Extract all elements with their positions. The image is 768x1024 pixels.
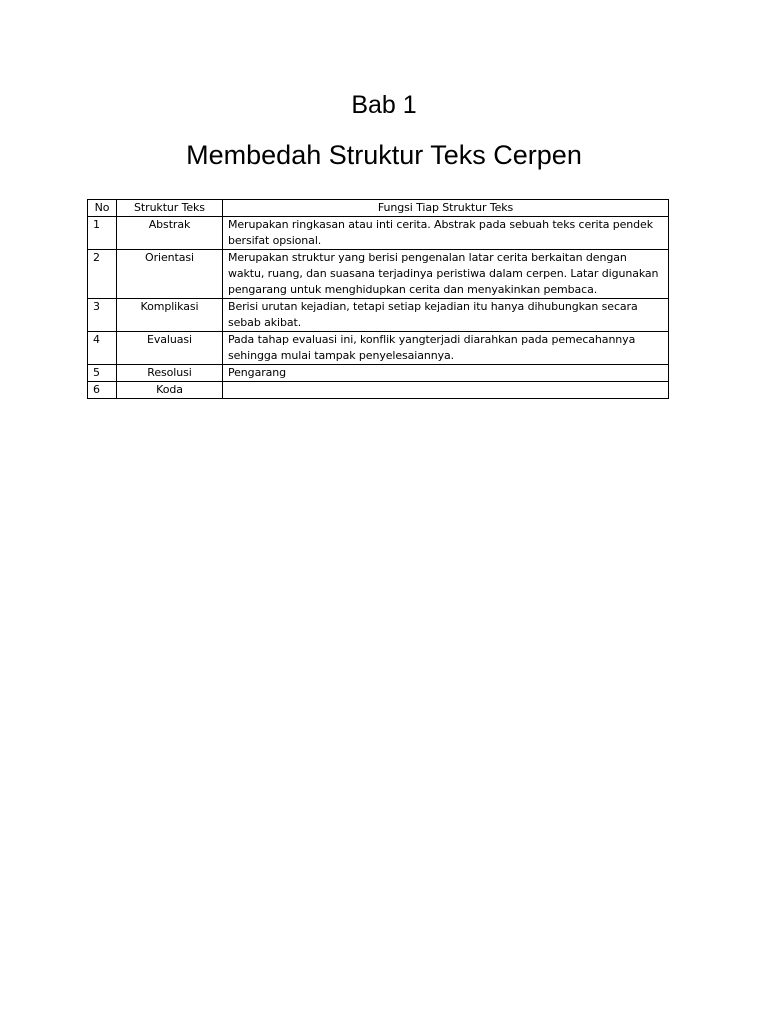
row-structure: Resolusi: [117, 365, 223, 382]
row-structure: Koda: [117, 382, 223, 399]
table-row: [88, 299, 669, 332]
structure-table: [87, 199, 669, 399]
row-function: [223, 382, 669, 399]
header-structure: Struktur Teks: [117, 200, 223, 217]
table-row: [88, 250, 669, 299]
row-function: Pada tahap evaluasi ini, konflik yangterjadi diarahkan pada pemecahannya sehingga mulai tampak penyelesaiannya.: [223, 332, 669, 365]
row-structure: Evaluasi: [117, 332, 223, 365]
table-row: [88, 217, 669, 250]
table-row: [88, 365, 669, 382]
document-title: Membedah Struktur Teks Cerpen: [186, 140, 582, 170]
row-structure: Komplikasi: [117, 299, 223, 332]
table-header-row: [88, 200, 669, 217]
row-function: Merupakan ringkasan atau inti cerita. Abstrak pada sebuah teks cerita pendek bersifat opsional.: [223, 217, 669, 250]
row-function: Merupakan struktur yang berisi pengenalan latar cerita berkaitan dengan waktu, ruang, dan suasana terjadinya peristiwa dalam cerpen. Latar digunakan pengarang untuk menghidupkan cerita dan menyakinkan pembaca.: [223, 250, 669, 299]
row-number: 5: [88, 365, 117, 382]
row-function: Pengarang: [223, 365, 669, 382]
row-number: 2: [88, 250, 117, 299]
row-function: Berisi urutan kejadian, tetapi setiap kejadian itu hanya dihubungkan secara sebab akibat.: [223, 299, 669, 332]
chapter-heading: Bab 1: [351, 91, 417, 119]
row-structure: Abstrak: [117, 217, 223, 250]
row-number: 1: [88, 217, 117, 250]
row-number: 3: [88, 299, 117, 332]
header-function: Fungsi Tiap Struktur Teks: [223, 200, 669, 217]
row-number: 4: [88, 332, 117, 365]
header-no: No: [88, 200, 117, 217]
table-row: [88, 382, 669, 399]
row-number: 6: [88, 382, 117, 399]
table-row: [88, 332, 669, 365]
row-structure: Orientasi: [117, 250, 223, 299]
